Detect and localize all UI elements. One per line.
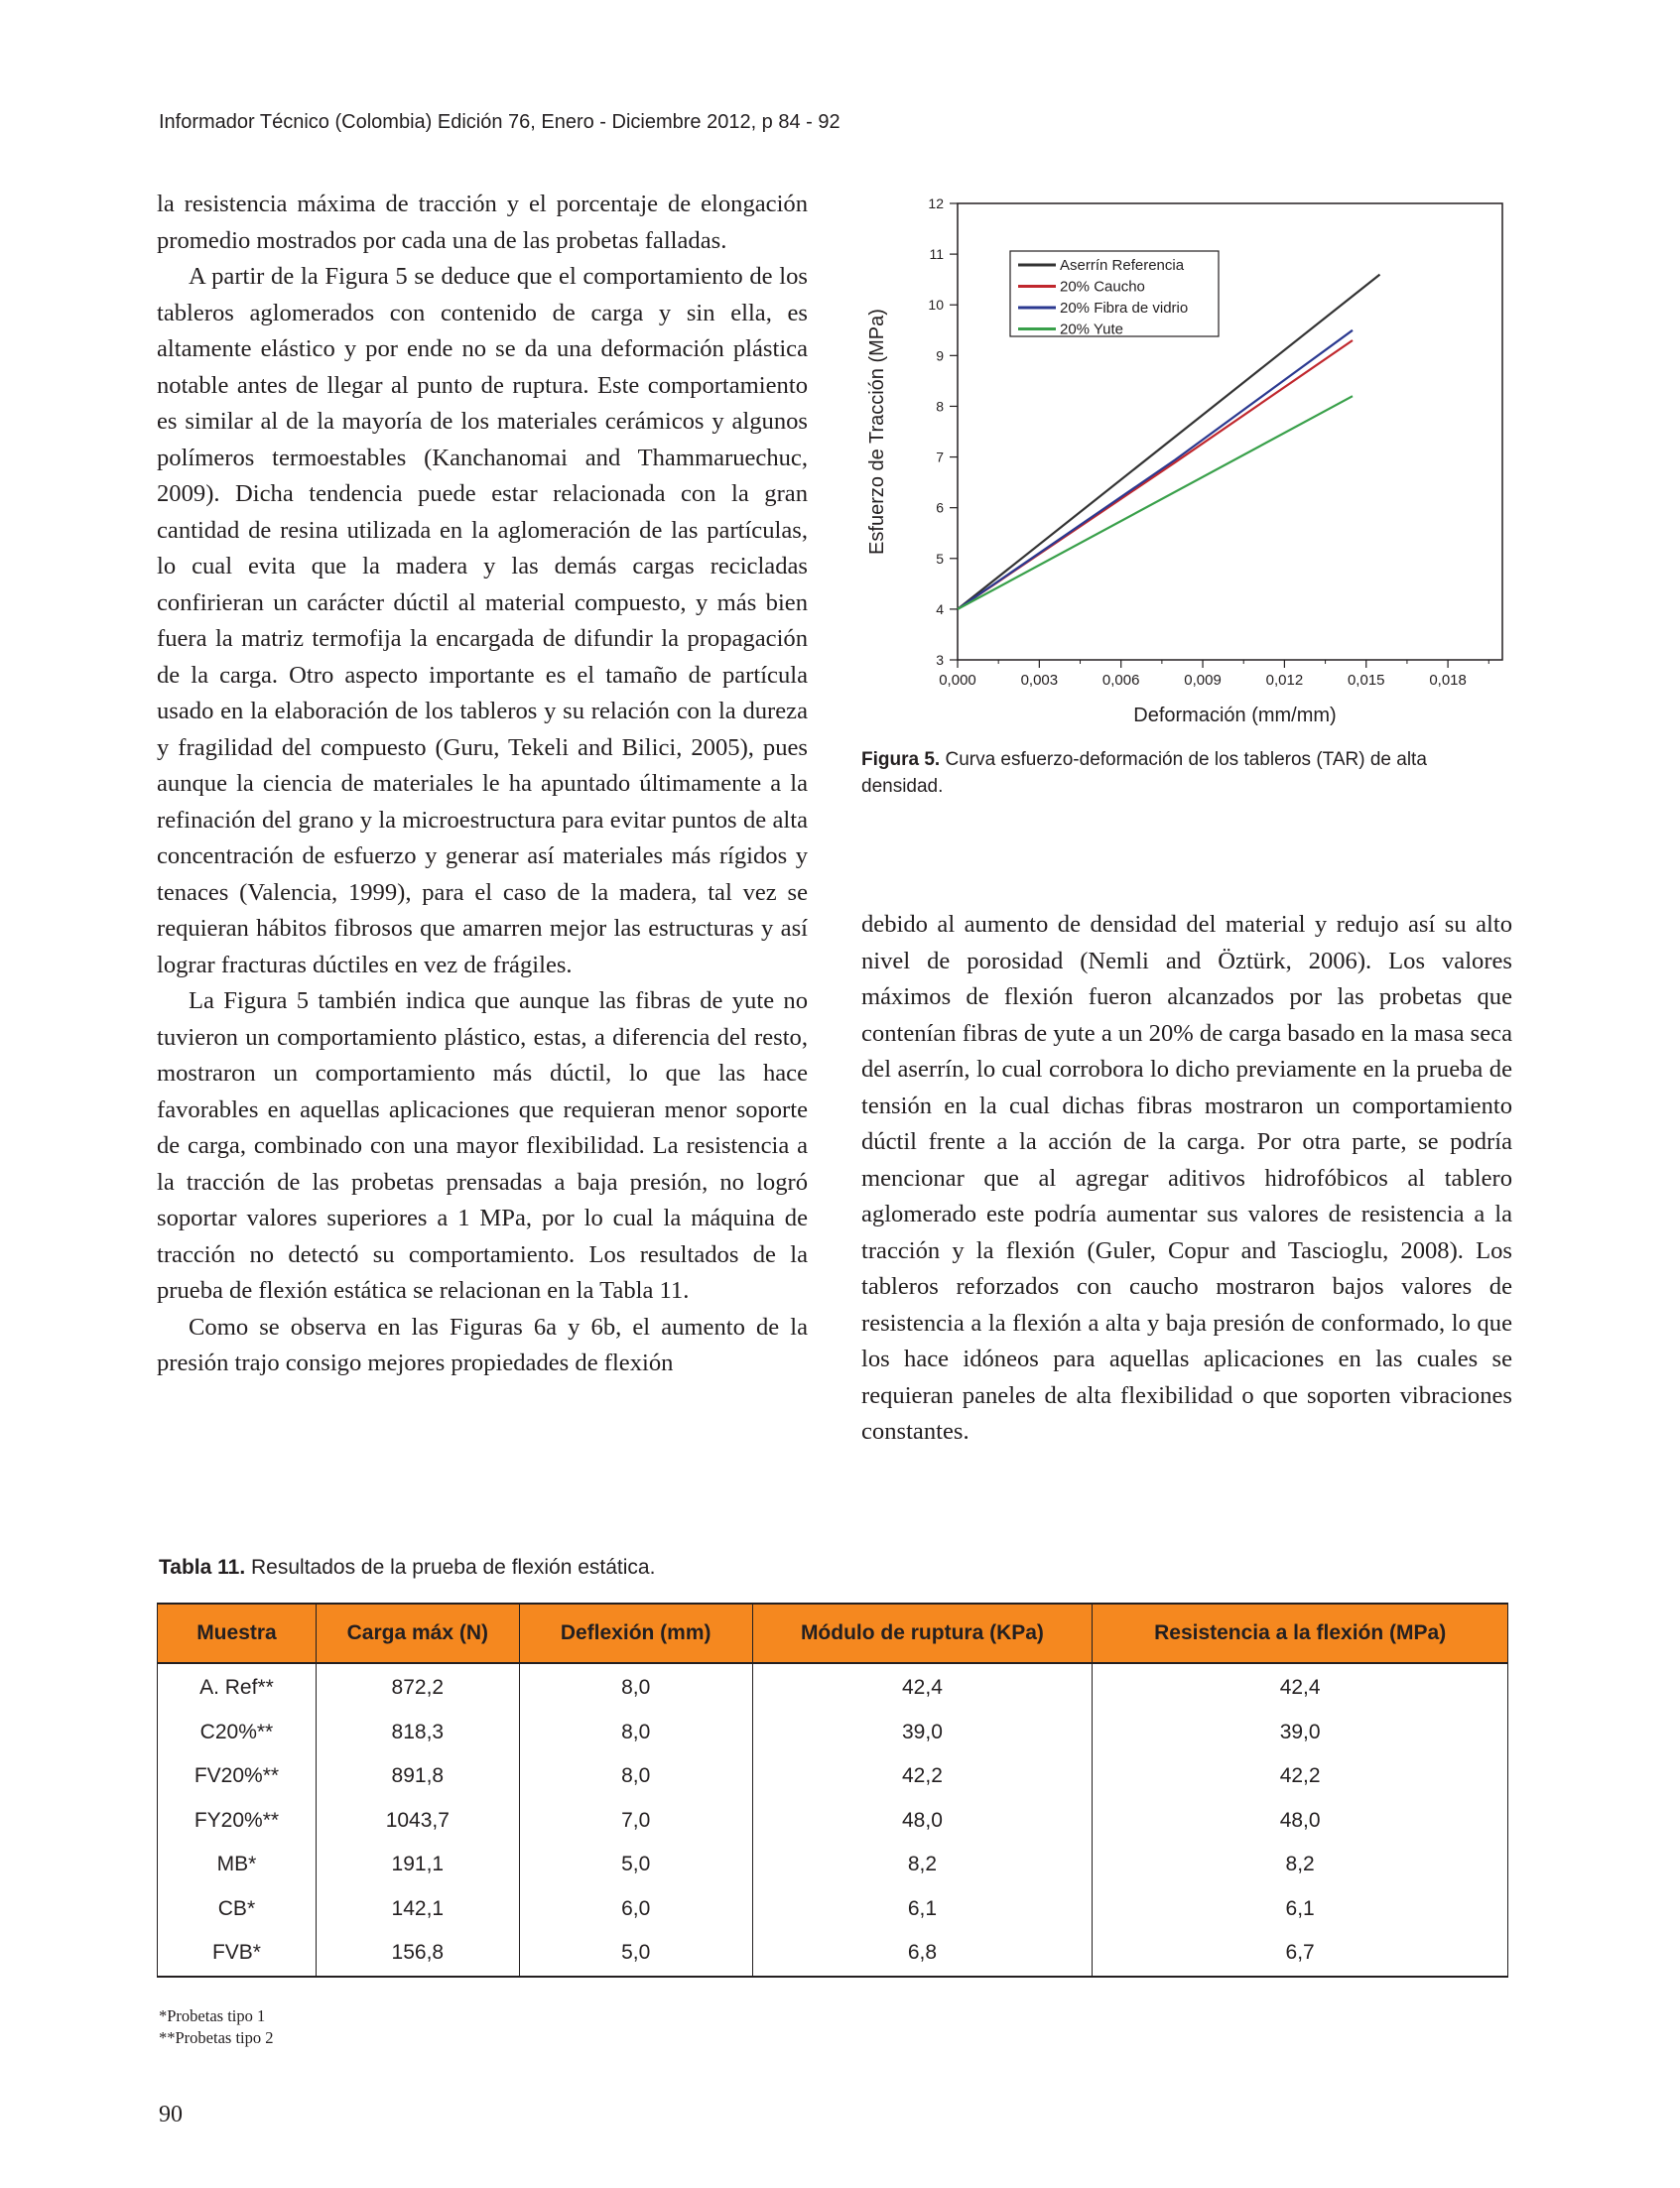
table-cell: 42,2 xyxy=(1093,1754,1508,1799)
table-cell: 48,0 xyxy=(1093,1799,1508,1844)
table-cell: 818,3 xyxy=(316,1711,519,1755)
table-cell: 8,0 xyxy=(519,1711,752,1755)
series-line xyxy=(958,330,1353,609)
table-cell: 42,2 xyxy=(752,1754,1093,1799)
y-axis-label: Esfuerzo de Tracción (MPa) xyxy=(866,309,888,555)
table-row xyxy=(158,1663,1508,1711)
x-tick-label: 0,018 xyxy=(1429,672,1467,689)
table-cell: 48,0 xyxy=(752,1799,1093,1844)
table-caption xyxy=(159,1556,655,1580)
table-cell: CB* xyxy=(158,1887,317,1932)
table-cell: 6,1 xyxy=(752,1887,1093,1932)
table-cell: 6,8 xyxy=(752,1931,1093,1977)
table-cell: FY20%** xyxy=(158,1799,317,1844)
table-cell: FVB* xyxy=(158,1931,317,1977)
footnote: **Probetas tipo 2 xyxy=(159,2028,274,2047)
footnote: *Probetas tipo 1 xyxy=(159,2006,266,2025)
table-header-row xyxy=(158,1604,1508,1663)
column-header: Muestra xyxy=(158,1604,317,1663)
paragraph: La Figura 5 también indica que aunque las fibras de yute no tuvieron un comportamiento plástico, estas, a diferencia del resto, mostraron un comportamiento más dúctil, lo que las hace favorables en aquellas aplicaciones que requieran menor soporte de carga, combinado con una mayor flexibilidad. La resistencia a la tracción de las probetas prensadas a baja presión, no logró soportar valores superiores a 1 MPa, por lo cual la máquina de tracción no detectó su comportamiento. Los resultados de la prueba de flexión estática se relacionan en la Tabla 11. xyxy=(157,987,808,1304)
y-tick-label: 4 xyxy=(936,600,944,617)
paragraph: la resistencia máxima de tracción y el porcentaje de elongación promedio mostrados por cada una de las probetas falladas. xyxy=(157,191,808,254)
figure-5 xyxy=(861,184,1516,739)
figure-caption xyxy=(861,746,1512,800)
table-row xyxy=(158,1887,1508,1932)
y-tick-label: 6 xyxy=(936,499,944,516)
table-cell: 191,1 xyxy=(316,1843,519,1887)
table-row xyxy=(158,1799,1508,1844)
legend-label: Aserrín Referencia xyxy=(1060,257,1185,274)
paragraph: debido al aumento de densidad del material y redujo así su alto nivel de porosidad (Nemli and Öztürk, 2006). Los valores máximos de flexión fueron alcanzados por las probetas que contenían fibras de yute a un 20% de carga basado en la masa seca del aserrín, lo cual corrobora lo dicho previamente en la prueba de tensión en la cual dichas fibras mostraron un comportamiento dúctil frente a la acción de la carga. Por otra parte, se podría mencionar que al agregar aditivos hidrofóbicos al tablero aglomerado este podría aumentar sus valores de resistencia a la tracción y la flexión (Guler, Copur and Tascioglu, 2008). Los tableros reforzados con caucho mostraron bajos valores de resistencia a la flexión a alta y baja presión de conformado, lo que los hace idóneos para aquellas aplicaciones en las cuales se requieran paneles de alta flexibilidad o que soporten vibraciones constantes. xyxy=(861,911,1512,1445)
table-cell: 42,4 xyxy=(752,1663,1093,1711)
figure-caption-text: Curva esfuerzo-deformación de los tableros (TAR) de alta densidad. xyxy=(861,749,1427,797)
running-head: Informador Técnico (Colombia) Edición 76, Enero - Diciembre 2012, p 84 - 92 xyxy=(159,111,840,133)
x-tick-label: 0,006 xyxy=(1101,672,1140,689)
results-table xyxy=(157,1603,1508,1978)
table-row xyxy=(158,1711,1508,1755)
paragraph: Como se observa en las Figuras 6a y 6b, el aumento de la presión trajo consigo mejores propiedades de flexión xyxy=(157,1313,808,1376)
table-caption-text: Resultados de la prueba de flexión estática. xyxy=(245,1556,656,1579)
y-tick-label: 7 xyxy=(936,449,944,465)
table-cell: A. Ref** xyxy=(158,1663,317,1711)
table-row xyxy=(158,1843,1508,1887)
x-tick-label: 0,003 xyxy=(1020,672,1059,689)
table-cell: MB* xyxy=(158,1843,317,1887)
table-cell: 6,0 xyxy=(519,1887,752,1932)
table-cell: 8,2 xyxy=(1093,1843,1508,1887)
column-header: Carga máx (N) xyxy=(316,1604,519,1663)
y-tick-label: 12 xyxy=(928,195,944,211)
legend-label: 20% Fibra de vidrio xyxy=(1060,300,1189,317)
table-cell: 872,2 xyxy=(316,1663,519,1711)
table-cell: 39,0 xyxy=(752,1711,1093,1755)
column-header: Resistencia a la flexión (MPa) xyxy=(1093,1604,1508,1663)
table-cell: 6,7 xyxy=(1093,1931,1508,1977)
y-tick-label: 5 xyxy=(936,550,944,567)
column-header: Deflexión (mm) xyxy=(519,1604,752,1663)
table-cell: 891,8 xyxy=(316,1754,519,1799)
y-tick-label: 9 xyxy=(936,347,944,364)
y-tick-label: 3 xyxy=(936,652,944,668)
table-caption-label: Tabla 11. xyxy=(159,1556,246,1579)
table-cell: 5,0 xyxy=(519,1931,752,1977)
table-cell: FV20%** xyxy=(158,1754,317,1799)
column-header: Módulo de ruptura (KPa) xyxy=(752,1604,1093,1663)
stress-strain-chart xyxy=(861,184,1516,739)
table-row xyxy=(158,1754,1508,1799)
table-cell: 142,1 xyxy=(316,1887,519,1932)
page-number: 90 xyxy=(159,2102,183,2127)
paragraph: A partir de la Figura 5 se deduce que el comportamiento de los tableros aglomerados con contenido de carga y sin ella, es altamente elástico y por ende no se da una deformación plástica notable antes de llegar al punto de ruptura. Este comportamiento es similar al de la mayoría de los materiales cerámicos y algunos polímeros termoestables (Kanchanomai and Thammaruechuc, 2009). Dicha tendencia puede estar relacionada con la gran cantidad de resina utilizada en la aglomeración de las partículas, lo cual evita que la madera y las demás cargas recicladas confirieran un carácter dúctil al material compuesto, y más bien fuera la matriz termofija la encargada de difundir la propagación de la carga. Otro aspecto importante es el tamaño de partícula usado en la elaboración de los tableros y su relación con la dureza y fragilidad del compuesto (Guru, Tekeli and Bilici, 2005), pues aunque la ciencia de materiales le ha apuntado últimamente a la refinación del grano y la microestructura para evitar puntos de alta concentración de esfuerzo y generar así materiales más rígidos y tenaces (Valencia, 1999), para el caso de la madera, tal vez se requieran hábitos fibrosos que amarren mejor las estructuras y así lograr fracturas dúctiles en vez de frágiles. xyxy=(157,263,808,978)
y-tick-label: 11 xyxy=(929,246,944,263)
table-cell: 1043,7 xyxy=(316,1799,519,1844)
legend-label: 20% Yute xyxy=(1060,321,1123,338)
table-cell: 5,0 xyxy=(519,1843,752,1887)
series-line xyxy=(958,396,1353,609)
x-tick-label: 0,015 xyxy=(1347,672,1385,689)
y-tick-label: 8 xyxy=(936,398,944,415)
table-cell: 8,2 xyxy=(752,1843,1093,1887)
table-cell: 156,8 xyxy=(316,1931,519,1977)
table-cell: 7,0 xyxy=(519,1799,752,1844)
table-cell: 42,4 xyxy=(1093,1663,1508,1711)
x-tick-label: 0,012 xyxy=(1265,672,1304,689)
x-tick-label: 0,009 xyxy=(1184,672,1222,689)
y-tick-label: 10 xyxy=(928,297,944,314)
table-cell: 8,0 xyxy=(519,1663,752,1711)
table-row xyxy=(158,1931,1508,1977)
x-tick-label: 0,000 xyxy=(939,672,976,689)
right-column xyxy=(861,907,1512,1451)
left-column xyxy=(157,187,808,1382)
table-cell: 6,1 xyxy=(1093,1887,1508,1932)
legend-label: 20% Caucho xyxy=(1060,278,1145,296)
x-axis-label: Deformación (mm/mm) xyxy=(1133,705,1337,726)
table-cell: 39,0 xyxy=(1093,1711,1508,1755)
figure-caption-label: Figura 5. xyxy=(861,749,941,770)
table-cell: C20%** xyxy=(158,1711,317,1755)
table-cell: 8,0 xyxy=(519,1754,752,1799)
